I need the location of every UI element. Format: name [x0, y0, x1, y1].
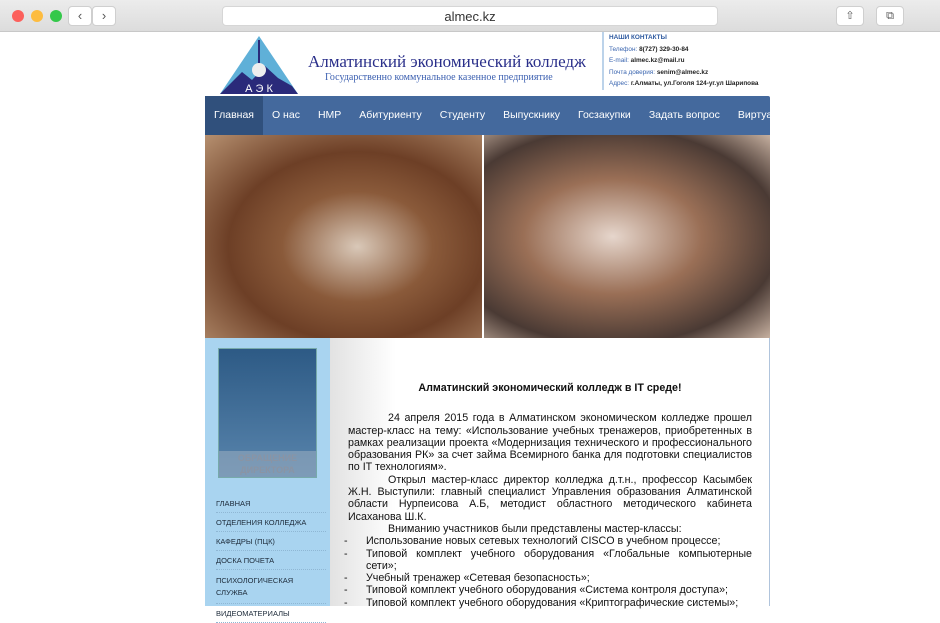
sidebar-item-chairs[interactable]: КАФЕДРЫ (ПЦК) [216, 532, 326, 551]
forward-button[interactable]: › [92, 6, 116, 26]
share-icon[interactable]: ⇧ [836, 6, 864, 26]
trust-email-link[interactable]: senim@almec.kz [656, 68, 709, 76]
nav-item-graduates[interactable]: Выпускнику [503, 109, 560, 121]
contacts-heading: НАШИ КОНТАКТЫ [609, 34, 667, 41]
main-content [330, 338, 770, 609]
phone-label: Телефон: [609, 45, 638, 53]
nav-item-home[interactable]: Главная [205, 96, 263, 135]
sidebar-item-psychological-service[interactable]: ПСИХОЛОГИЧЕСКАЯ СЛУЖБА [216, 570, 326, 604]
tabs-icon[interactable]: ⧉ [876, 6, 904, 26]
article [348, 382, 752, 609]
list-item: - Типовой комплект учебного оборудования «Криптографические системы»; [348, 597, 752, 609]
back-button[interactable]: ‹ [68, 6, 92, 26]
sidebar-menu [216, 494, 326, 623]
trust-label: Почта доверия: [609, 68, 656, 76]
email-link[interactable]: almec.kz@mail.ru [630, 57, 685, 64]
list-item: - Учебный тренажер «Сетевая безопасность»; [348, 572, 752, 584]
address-bar[interactable]: almec.kz [222, 6, 718, 26]
article-paragraph: Открыл мастер-класс директор колледжа д.т.н., профессор Касымбек Ж.Н. Выступили: главный специалист Управления образования Алматинской области Нурпеисова А.Б, методист областного методического кабинета Исаханова Ш.К. [348, 473, 752, 523]
sidebar-item-videos[interactable]: ВИДЕОМАТЕРИАЛЫ [216, 604, 326, 623]
director-address-banner[interactable] [218, 348, 317, 478]
nav-item-procurement[interactable]: Госзакупки [577, 109, 631, 121]
banner-photo-right [484, 135, 770, 338]
sidebar-item-home[interactable]: ГЛАВНАЯ [216, 494, 326, 513]
site-subtitle: Государственно коммунальное казенное предприятие [325, 72, 553, 83]
nav-item-about[interactable]: О нас [271, 109, 300, 121]
banner-photo-left [205, 135, 482, 338]
list-item: - Типовой комплект учебного оборудования «Система контроля доступа»; [348, 584, 752, 596]
list-item: - Использование новых сетевых технологий CISCO в учебном процессе; [348, 535, 752, 547]
sidebar [205, 338, 330, 618]
phone: 8(727) 329-30-84 [639, 45, 689, 53]
nav-item-ask-question[interactable]: Задать вопрос [648, 109, 720, 121]
article-paragraph: 24 апреля 2015 года в Алматинском экономическом колледже прошел мастер-класс на тему: «Использование учебных тренажеров, приобретенных в рамках реализации проекта «Модернизация технического и профессионального образования РК» за счет займа Всемирного банка для подготовки специалистов по IT технологиям». [348, 412, 752, 474]
sidebar-item-honor-board[interactable]: ДОСКА ПОЧЕТА [216, 551, 326, 570]
list-item: - Типовой комплект учебного оборудования «Глобальные компьютерные сети»; [348, 548, 752, 573]
nav-item-students[interactable]: Студенту [439, 109, 486, 121]
email-label: E-mail: [609, 57, 629, 64]
page [205, 32, 822, 618]
minimize-window-button[interactable] [31, 10, 43, 22]
site-title: Алматинский экономический колледж [308, 52, 586, 71]
nav-item-virtual-tour[interactable]: Виртуальный тур [737, 109, 822, 121]
address-label: Адрес: [609, 80, 630, 87]
nav-item-applicants[interactable]: Абитуриенту [359, 109, 422, 121]
main-nav [205, 96, 822, 135]
nav-item-nmr[interactable]: НМР [317, 109, 342, 121]
zoom-window-button[interactable] [50, 10, 62, 22]
college-logo[interactable] [220, 36, 298, 94]
address: г.Алматы, ул.Гоголя 124-уг.ул Шарипова [630, 80, 759, 87]
close-window-button[interactable] [12, 10, 24, 22]
director-caption: ОБРАЩЕНИЕ ДИРЕКТОРА [219, 451, 316, 477]
browser-toolbar [0, 0, 940, 32]
contacts-block [602, 32, 758, 90]
article-paragraph: Вниманию участников были представлены мастер-классы: [388, 522, 682, 535]
master-class-list [348, 535, 752, 609]
svg-text:А Э К: А Э К [245, 83, 273, 94]
article-title: Алматинский экономический колледж в IT среде! [418, 382, 682, 394]
sidebar-item-departments[interactable]: ОТДЕЛЕНИЯ КОЛЛЕДЖА [216, 513, 326, 532]
